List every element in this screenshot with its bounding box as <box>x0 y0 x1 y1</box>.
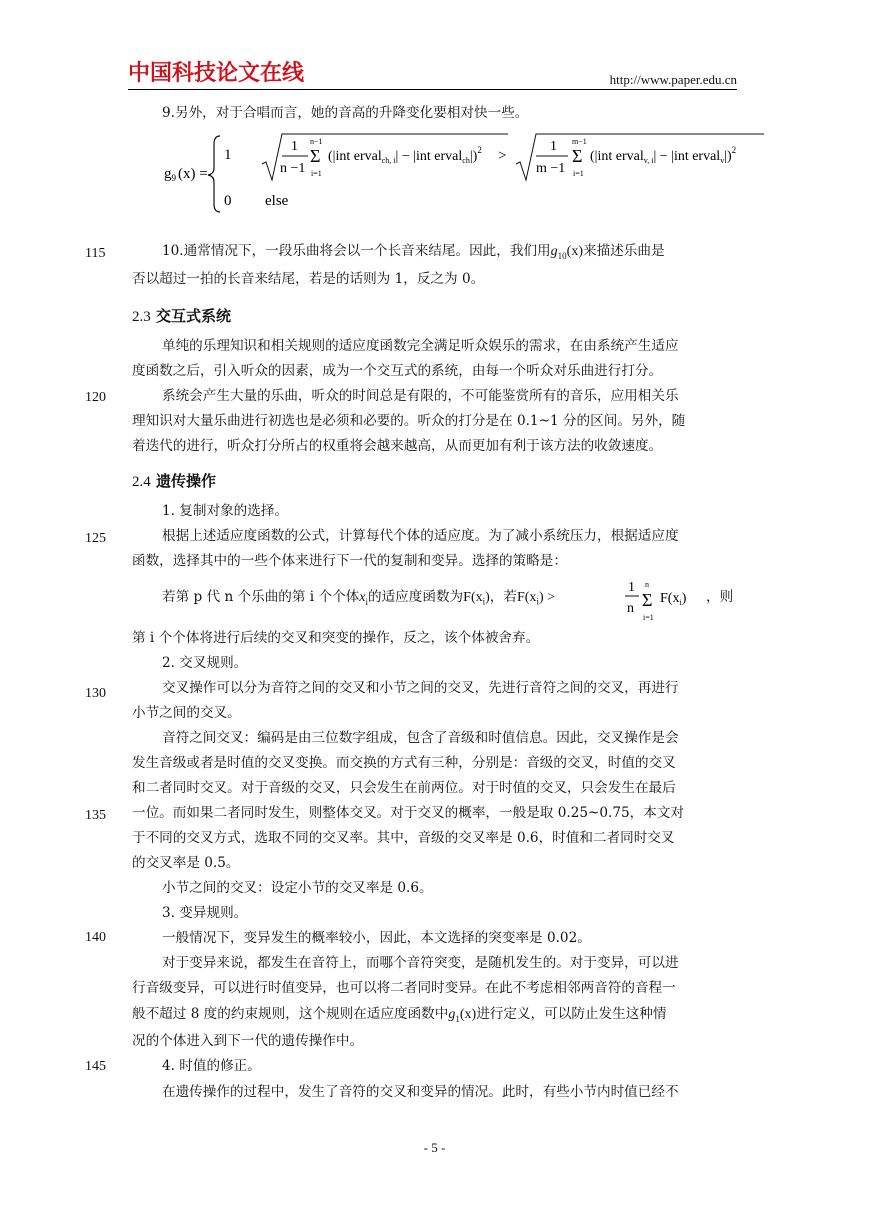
para-select-line1: 根据上述适应度函数的公式，计算每代个体的适应度。为了减小系统压力，根据适应度 <box>162 528 679 544</box>
sum2-sigma: Σ <box>572 146 583 166</box>
list-item-3: 3. 变异规则。 <box>162 905 248 921</box>
header-url[interactable]: http://www.paper.edu.cn <box>609 72 737 87</box>
para10-line2: 否以超过一拍的长音来结尾，若是的话则为 1，反之为 0。 <box>132 271 485 287</box>
line-number: 120 <box>85 390 106 405</box>
para-note-line3: 和二者同时交叉。对于音级的交叉，只会发生在前两位。对于时值的交叉，只会发生在最后 <box>132 780 676 796</box>
para-mutation2-line3: 般不超过 8 度的约束规则，这个规则在适应度函数中$g_1(x)$进行定义，可以防止发生这种情 <box>132 1006 667 1024</box>
para-mutation-1: 一般情况下，变异发生的概率较小，因此，本文选择的突变率是 0.02。 <box>162 930 591 946</box>
sum1-sigma: Σ <box>310 146 321 166</box>
list-item-4: 4. 时值的修正。 <box>162 1058 261 1074</box>
mean-frac-den: n <box>627 601 634 616</box>
line-number: 130 <box>85 686 106 701</box>
case1-value: 1 <box>224 147 232 163</box>
para23a-line1: 单纯的乐理知识和相关规则的适应度函数完全满足听众娱乐的需求，在由系统产生适应 <box>162 338 679 354</box>
para-note-line5: 于不同的交叉方式，选取不同的交叉率。其中，音级的交叉率是 0.6，时值和二者同时交叉 <box>132 830 675 846</box>
term1: (|int erval$_{ch, i}$| − |int erval$_{ch}$|)$^2$ <box>328 145 482 165</box>
sum1-top: n−1 <box>310 137 323 146</box>
line-number: 135 <box>85 808 106 823</box>
para-mutation2-line4: 况的个体进入到下一代的遗传操作中。 <box>132 1033 364 1049</box>
item-9-text: 9.另外，对于合唱而言，她的音高的升降变化要相对快一些。 <box>162 105 529 121</box>
mean-frac-num: 1 <box>628 580 635 595</box>
para23a-line2: 度函数之后，引入听众的因素，成为一个交互式的系统，由每一个听众对乐曲进行打分。 <box>132 363 663 379</box>
sum2-bottom: i=1 <box>573 169 584 178</box>
para-select-line4: 第 i 个个体将进行后续的交叉和突变的操作，反之，该个体被舍弃。 <box>132 630 540 646</box>
para-note-line2: 发生音级或者是时值的交叉变换。而交换的方式有三种，分别是：音级的交叉，时值的交叉 <box>132 755 676 771</box>
para-mutation2-line1: 对于变异来说，都发生在音符上，而哪个音符突变，是随机发生的。对于变异，可以进 <box>162 955 679 971</box>
term2: (|int erval$_{v, i}$| − |int erval$_v$|)$^2$ <box>590 145 737 165</box>
formula-lhs: $g_9$ (x) = <box>164 166 208 183</box>
para-bar-cross: 小节之间的交叉：设定小节的交叉率是 0.6。 <box>162 880 433 896</box>
page-number: - 5 - <box>423 1140 446 1155</box>
frac1-den: n −1 <box>280 161 306 176</box>
gt-sign: > <box>498 148 507 164</box>
para-note-line6: 的交叉率是 0.5。 <box>132 855 240 871</box>
case2-condition: else <box>265 193 289 209</box>
line-number: 125 <box>85 531 106 546</box>
case-brace <box>208 136 220 212</box>
line-number: 115 <box>85 246 106 261</box>
section-heading-2-3: 2.3 交互式系统 <box>132 307 231 325</box>
frac1-num: 1 <box>291 139 298 154</box>
mean-sum-term: $F(x_i)$ <box>660 591 687 607</box>
para-select-line2: 函数，选择其中的一些个体来进行下一代的复制和变异。选择的策略是： <box>132 553 567 569</box>
para10-line1: 10.通常情况下，一段乐曲将会以一个长音来结尾。因此，我们用$g_{10}(x)$来描述乐曲是 <box>162 243 665 261</box>
formula-g9 <box>158 130 768 215</box>
frac2-num: 1 <box>550 139 557 154</box>
para-note-line1: 音符之间交叉：编码是由三位数字组成，包含了音级和时值信息。因此，交叉操作是会 <box>162 730 679 746</box>
case2-value: 0 <box>224 193 232 209</box>
line-number: 145 <box>85 1059 106 1074</box>
journal-logo <box>128 60 304 88</box>
para-select-line3: 若第 p 代 n 个乐曲的第 i 个个体$x_i$的适应度函数为$F(x_i)$，若$F(x_i)$ > <box>162 589 556 607</box>
para-cross-line1: 交叉操作可以分为音符之间的交叉和小节之间的交叉，先进行音符之间的交叉，再进行 <box>162 680 679 696</box>
list-item-1: 1. 复制对象的选择。 <box>162 503 289 519</box>
para23b-line3: 着迭代的进行，听众打分所占的权重将会越来越高，从而更加有利于该方法的收敛速度。 <box>132 438 663 454</box>
para-select-line3-end: ，则 <box>706 589 734 605</box>
logo-text-main: 科技论文在线 <box>172 61 305 86</box>
logo-text-red: 中国 <box>128 61 173 86</box>
mean-sum-sigma: Σ <box>642 590 653 610</box>
para-cross-line2: 小节之间的交叉。 <box>132 705 241 721</box>
mean-sum-top: n <box>645 580 649 589</box>
para-mutation2-line2: 行音级变异，可以进行时值变异，也可以将二者同时变异。在此不考虑相邻两音符的音程一 <box>132 980 676 996</box>
section-heading-2-4: 2.4 遗传操作 <box>132 472 216 490</box>
frac2-den: m −1 <box>536 161 566 176</box>
para-note-line4: 一位。而如果二者同时发生，则整体交叉。对于交叉的概率，一般是取 0.25~0.75，本文对 <box>132 805 685 821</box>
para23b-line1: 系统会产生大量的乐曲，听众的时间总是有限的，不可能鉴赏所有的音乐，应用相关乐 <box>162 388 679 404</box>
sum2-top: m−1 <box>572 137 587 146</box>
mean-sum-bottom: i=1 <box>643 613 654 622</box>
para23b-line2: 理知识对大量乐曲进行初选也是必须和必要的。听众的打分是在 0.1~1 分的区间。另外，随 <box>132 413 686 429</box>
list-item-2: 2. 交叉规则。 <box>162 655 248 671</box>
para-duration-fix: 在遗传操作的过程中，发生了音符的交叉和变异的情况。此时，有些小节内时值已经不 <box>162 1084 679 1100</box>
line-number: 140 <box>85 930 106 945</box>
sum1-bottom: i=1 <box>311 169 322 178</box>
header-rule <box>128 89 737 90</box>
